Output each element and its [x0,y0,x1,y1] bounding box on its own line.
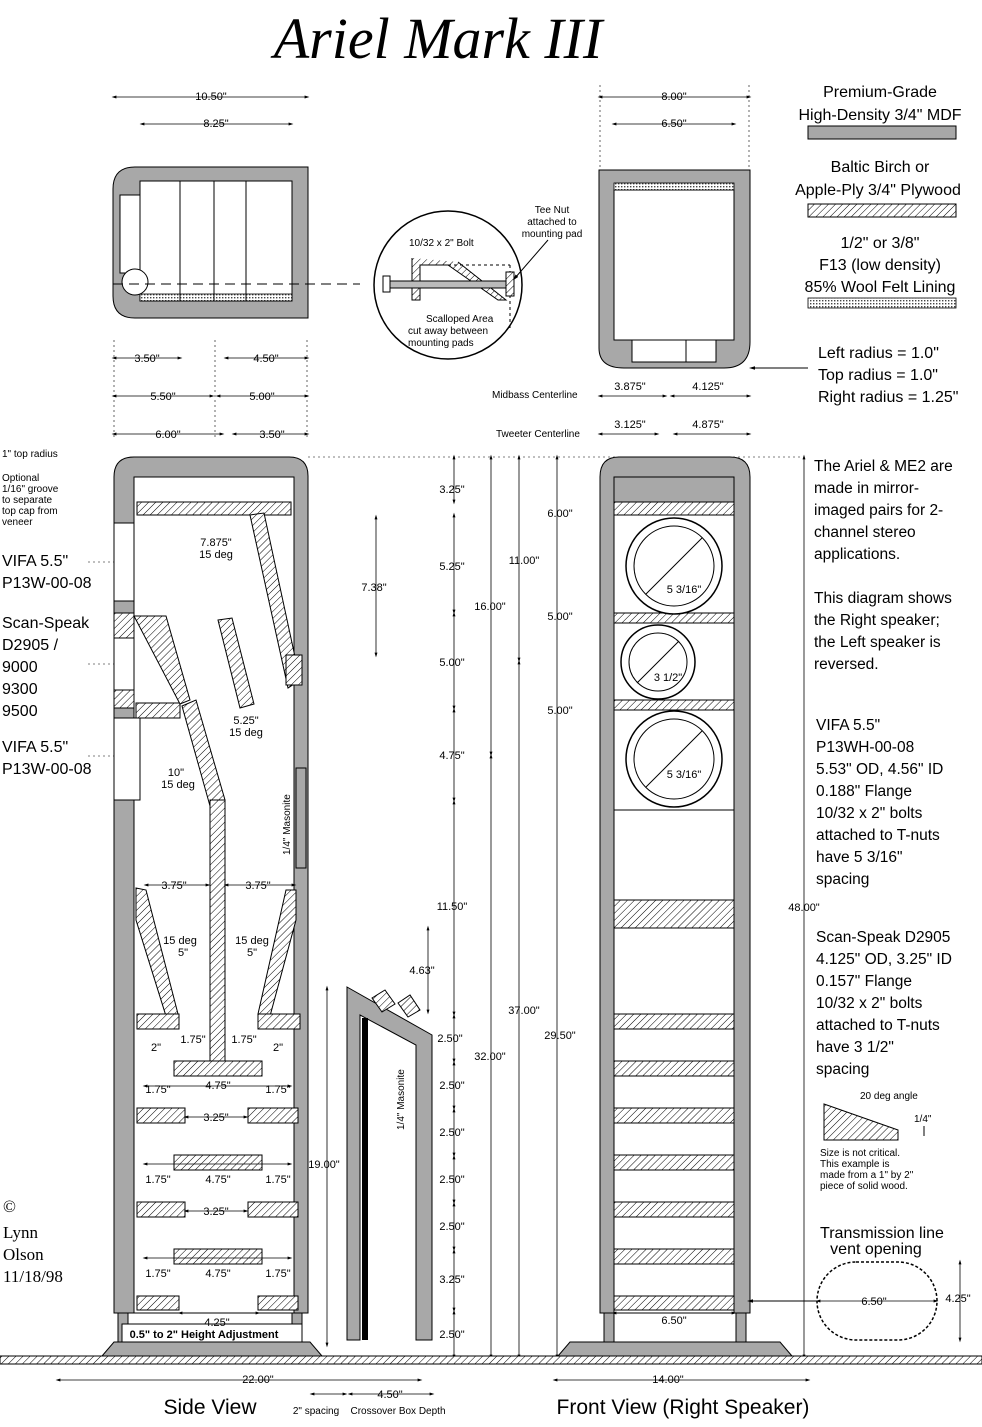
dim-v1600: 16.00" [474,601,506,613]
angle-15b: 15 deg [229,727,263,739]
vent-width: 6.50" [861,1296,887,1308]
copyright-block [3,1197,63,1286]
mirror-note-8: the Left speaker is [814,634,941,651]
scan-model-3: 9300 [2,681,38,698]
scan-model-4: 9500 [2,703,38,720]
dim-r5l: 1.75" [145,1268,171,1280]
scallop-line-2: cut away between [408,326,489,337]
tee-nut-line-3: mounting pad [521,229,583,240]
dim-f3125: 3.125" [614,419,646,431]
legend-birch-line-2: Apple-Ply 3/4" Plywood [795,182,961,199]
scallop-line-3: mounting pads [408,338,474,349]
vifa-top-model: P13W-00-08 [2,575,92,592]
dim-f4875: 4.875" [692,419,724,431]
dim-v738: 7.38" [361,582,387,594]
tee-nut-line-1: Tee Nut [534,205,570,216]
wedge-thickness: 1/4" [914,1114,932,1125]
page-title: Ariel Mark III [273,6,603,71]
side-view-label: Side View [163,1396,257,1419]
vifa-spec [816,717,943,888]
dim-b175b: 1.75" [231,1034,257,1046]
dim-v3200: 32.00" [474,1051,506,1063]
dim-r3m: 4.75" [205,1174,231,1186]
vent-height: 4.25" [945,1293,971,1305]
bolt-label: 10/32 x 2" Bolt [409,238,474,249]
scan-spec-2: 4.125" OD, 3.25" ID [816,951,952,968]
mirror-note-5: applications. [814,546,901,563]
dim-base-front: 6.50" [661,1315,687,1327]
dim-s550: 5.50" [150,391,176,403]
mirror-note-3: imaged pairs for 2- [814,502,944,519]
crossover-box [347,987,432,1340]
dim-top-side-inner: 8.25" [203,118,229,130]
spacing-label: 2" spacing [292,1406,340,1417]
dim-v475: 4.75" [439,750,465,762]
angle-525: 5.25" [233,715,259,727]
wedge-note-1: Size is not critical. [820,1148,901,1159]
mirror-note-7: the Right speaker; [814,612,940,629]
dim-r4m: 3.25" [203,1206,229,1218]
legend-felt-line-2: F13 (low density) [819,257,941,274]
dim-b2a: 2" [150,1042,162,1054]
dim-v3700: 37.00" [508,1005,540,1017]
midbass-centerline: Midbass Centerline [492,390,578,401]
masonite-side-label: 1/4" Masonite [282,794,293,855]
vent-title-2: vent opening [830,1241,922,1258]
dim-c516a: 5 3/16" [666,584,702,596]
legend-felt-line-3: 85% Wool Felt Lining [804,279,956,296]
wedge-detail [820,1091,932,1192]
vifa-top-name: VIFA 5.5" [2,553,69,570]
dim-top-front-outer: 8.00" [661,91,687,103]
dim-f4125: 4.125" [692,381,724,393]
mirror-note-2: made in mirror- [814,480,920,497]
dim-v325b: 3.25" [439,1274,465,1286]
angle-15c: 15 deg [161,779,195,791]
height-adjust-label: 0.5" to 2" Height Adjustment [129,1329,279,1341]
dim-s450: 4.50" [253,353,279,365]
front-top-section [599,170,750,368]
dim-v4800: 48.00" [788,902,820,914]
scan-spec-5: attached to T-nuts [816,1017,940,1034]
mirror-note-4: channel stereo [814,524,916,541]
vifa-spec-3: 5.53" OD, 4.56" ID [816,761,944,778]
dim-v250a: 2.50" [437,1033,463,1045]
dim-r1l: 1.75" [145,1084,171,1096]
dim-top-side-outer: 10.50" [195,91,227,103]
angle-5b: 5" [246,947,258,959]
wedge-note-4: piece of solid wood. [820,1181,908,1192]
dim-v1150: 11.50" [436,901,468,913]
dim-crossover-depth: 4.50" [377,1389,403,1401]
dim-v525: 5.25" [439,561,465,573]
angle-7875: 7.875" [200,537,232,549]
copyright-date: 11/18/98 [3,1267,63,1286]
tweeter-centerline: Tweeter Centerline [496,429,580,440]
dim-r3r: 1.75" [265,1174,291,1186]
legend-birch-line-1: Baltic Birch or [830,159,930,176]
material-legend [795,84,962,308]
dim-r3l: 1.75" [145,1174,171,1186]
copyright-symbol: © [3,1197,16,1216]
angle-15a: 15 deg [199,549,233,561]
dim-v250c: 2.50" [439,1127,465,1139]
vifa-spec-8: spacing [816,871,870,888]
dim-v250f: 2.50" [439,1329,465,1341]
masonite-crossover-label: 1/4" Masonite [396,1069,407,1130]
dim-v250b: 2.50" [439,1080,465,1092]
dim-b2b: 2" [272,1042,284,1054]
radius-note [752,345,958,406]
legend-felt-line-1: 1/2" or 3/8" [840,235,920,252]
side-view-cabinet [114,457,308,1355]
top-radius-note-2: Optional [2,473,40,484]
scan-name: Scan-Speak [2,615,90,632]
wedge-note-2: This example is [820,1159,890,1170]
tee-nut-line-2: attached to [527,217,577,228]
dim-r1m: 4.75" [205,1080,231,1092]
dim-v463: 4.63" [409,965,435,977]
dim-h375b: 3.75" [245,880,271,892]
wedge-note-3: made from a 1" by 2" [820,1170,914,1181]
top-radius-note-4: to separate [2,495,53,506]
scan-model-2: 9000 [2,659,38,676]
dim-c516b: 5 3/16" [666,769,702,781]
dim-v250e: 2.50" [439,1221,465,1233]
angle-15e: 15 deg [235,935,269,947]
dim-v2950: 29.50" [544,1030,576,1042]
dim-f3875: 3.875" [614,381,646,393]
vent-title-1: Transmission line [820,1225,944,1242]
top-radius-note-5: top cap from [2,506,58,517]
dim-b175a: 1.75" [180,1034,206,1046]
dim-v1900: 19.00" [308,1159,340,1171]
legend-mdf-line-2: High-Density 3/4" MDF [798,107,962,124]
mirror-note-1: The Ariel & ME2 are [814,458,953,475]
dim-r5r: 1.75" [265,1268,291,1280]
dim-base-side: 4.25" [204,1317,230,1329]
radius-top: Top radius = 1.0" [818,367,938,384]
angle-10: 10" [167,767,185,779]
vifa-spec-5: 10/32 x 2" bolts [816,805,923,822]
angle-15d: 15 deg [163,935,197,947]
vifa-spec-6: attached to T-nuts [816,827,940,844]
dim-s600: 6.00" [155,429,181,441]
dim-total-front: 14.00" [652,1374,684,1386]
scan-spec-3: 0.157" Flange [816,973,912,990]
scan-spec-4: 10/32 x 2" bolts [816,995,923,1012]
radius-right: Right radius = 1.25" [818,389,959,406]
vifa-spec-2: P13WH-00-08 [816,739,915,756]
radius-left: Left radius = 1.0" [818,345,939,362]
wedge-angle: 20 deg angle [860,1091,918,1102]
dim-r1r: 1.75" [265,1084,291,1096]
side-driver-labels [2,449,114,778]
dim-s350b: 3.50" [259,429,285,441]
legend-mdf-swatch [808,126,956,139]
dim-v250d: 2.50" [439,1174,465,1186]
scan-model-1: D2905 / [2,637,59,654]
dim-v600: 6.00" [547,508,573,520]
dim-v1100: 11.00" [508,555,540,567]
vifa-spec-4: 0.188" Flange [816,783,912,800]
dim-h375a: 3.75" [161,880,187,892]
author-last: Olson [3,1245,44,1264]
author-first: Lynn [3,1223,38,1242]
dim-v325: 3.25" [439,484,465,496]
legend-felt-swatch [808,298,956,308]
bolt-detail [374,211,522,359]
dim-top-front-inner: 6.50" [661,118,687,130]
vent-opening [817,1225,971,1340]
vifa-spec-1: VIFA 5.5" [816,717,881,734]
legend-birch-swatch [808,204,956,217]
scan-spec [816,929,952,1078]
scan-spec-1: Scan-Speak D2905 [816,929,951,946]
top-radius-note-6: veneer [2,517,33,528]
dim-s350: 3.50" [134,353,160,365]
scallop-line-1: Scalloped Area [426,314,494,325]
dim-v500d: 5.00" [547,705,573,717]
vifa-spec-7: have 5 3/16" [816,849,903,866]
crossover-label: Crossover Box Depth [350,1406,446,1417]
mirror-note-6: This diagram shows [814,590,952,607]
top-radius-note-3: 1/16" groove [2,484,59,495]
scan-spec-6: have 3 1/2" [816,1039,894,1056]
dim-total-side: 22.00" [242,1374,274,1386]
dim-r5m: 4.75" [205,1268,231,1280]
dim-v500a: 5.00" [439,657,465,669]
side-top-section [113,167,360,318]
scan-spec-7: spacing [816,1061,870,1078]
front-view-label: Front View (Right Speaker) [556,1396,810,1419]
legend-mdf-line-1: Premium-Grade [823,84,937,101]
vifa-bottom-name: VIFA 5.5" [2,739,69,756]
dim-v500c: 5.00" [547,611,573,623]
top-radius-note-1: 1" top radius [2,449,58,460]
mirror-note [814,458,953,673]
dim-s500: 5.00" [249,391,275,403]
angle-5a: 5" [177,947,189,959]
vifa-bottom-model: P13W-00-08 [2,761,92,778]
dim-c312: 3 1/2" [653,672,683,684]
mirror-note-9: reversed. [814,656,879,673]
dim-r2m: 3.25" [203,1112,229,1124]
